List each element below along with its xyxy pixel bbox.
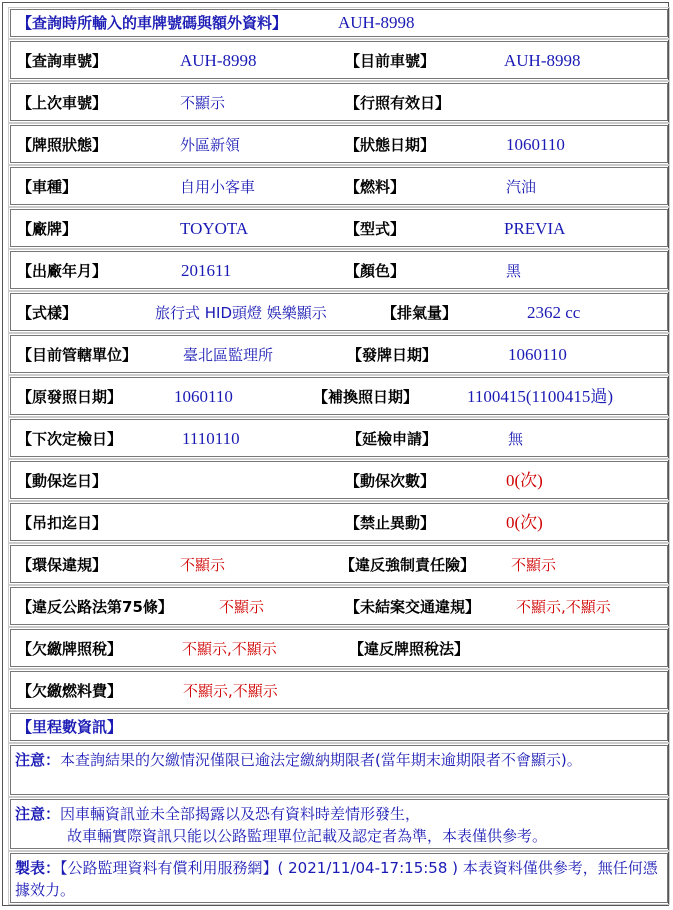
- unpaid-fuel-fee-value: 不顯示,不顯示: [183, 682, 278, 700]
- report-header: [10, 9, 668, 37]
- lien-count-label: 【動保次數】: [345, 472, 436, 490]
- highway-violation-label: 【違反公路法第75條】: [17, 598, 173, 616]
- note-2-prefix: 注意：: [15, 805, 61, 823]
- issue-date-label: 【發牌日期】: [347, 346, 438, 364]
- style-label: 【式樣】: [17, 304, 78, 322]
- unpaid-tax-label: 【欠繳牌照稅】: [17, 640, 123, 658]
- style-value: 旅行式 HID頭燈 娛樂顯示: [155, 304, 327, 322]
- next-inspection-label: 【下次定檢日】: [17, 430, 123, 448]
- env-violation-label: 【環保違規】: [17, 556, 108, 574]
- transfer-ban-value: 0(次): [506, 513, 543, 532]
- row-previous-plate: [10, 83, 668, 121]
- color-value: 黑: [506, 262, 522, 280]
- row-office: [10, 335, 668, 373]
- query-plate-value: AUH-8998: [180, 51, 257, 70]
- plate-status-label: 【牌照狀態】: [17, 136, 108, 154]
- footer-text: [15, 857, 663, 901]
- highway-violation-value: 不顯示: [219, 598, 265, 616]
- vehicle-type-value: 自用小客車: [180, 178, 256, 196]
- insurance-violation-label: 【違反強制責任險】: [340, 556, 476, 574]
- row-brand: [10, 209, 668, 247]
- tax-law-violation-label: 【違反牌照稅法】: [349, 640, 470, 658]
- model-label: 【型式】: [345, 220, 406, 238]
- row-manufacture: [10, 251, 668, 289]
- note-2-text: [15, 803, 663, 847]
- unpaid-tax-value: 不顯示,不顯示: [182, 640, 277, 658]
- fuel-value: 汽油: [506, 178, 537, 196]
- status-date-value: 1060110: [506, 135, 565, 154]
- note-2-line-1: 因車輛資訊並未全部揭露以及恐有資料時差情形發生，: [60, 805, 421, 823]
- displacement-label: 【排氣量】: [382, 304, 458, 322]
- lien-until-label: 【動保迄日】: [17, 472, 108, 490]
- transfer-ban-label: 【禁止異動】: [345, 514, 436, 532]
- brand-value: TOYOTA: [180, 219, 249, 238]
- row-env-violation: [10, 545, 668, 583]
- office-value: 臺北區監理所: [183, 346, 274, 364]
- current-plate-label: 【目前車號】: [345, 52, 436, 70]
- traffic-violation-value: 不顯示,不顯示: [516, 598, 611, 616]
- office-label: 【目前管轄單位】: [17, 346, 138, 364]
- report-title: 【查詢時所輸入的車牌號碼與額外資料】: [17, 14, 288, 32]
- report-footer: [10, 853, 668, 903]
- row-plates: [10, 41, 668, 79]
- note-2-line-2: 故車輛實際資訊只能以公路監理單位記載及認定者為準，本表僅供參考。: [67, 827, 548, 845]
- original-issue-value: 1060110: [174, 387, 233, 406]
- row-unpaid-tax: [10, 629, 668, 667]
- row-plate-status: [10, 125, 668, 163]
- reissue-label: 【補換照日期】: [313, 388, 419, 406]
- row-original-issue: [10, 377, 668, 415]
- row-style: [10, 293, 668, 331]
- suspend-until-label: 【吊扣迄日】: [17, 514, 108, 532]
- fuel-label: 【燃料】: [345, 178, 406, 196]
- previous-plate-label: 【上次車號】: [17, 94, 108, 112]
- footer-body: 【公路監理資料有償利用服務網】( 2021/11/04-17:15:58 ) 本表資料僅供參考，無任何憑據效力。: [15, 859, 658, 899]
- current-plate-value: AUH-8998: [504, 51, 581, 70]
- color-label: 【顏色】: [345, 262, 406, 280]
- row-unpaid-fuel-fee: [10, 671, 668, 709]
- lien-count-value: 0(次): [506, 471, 543, 490]
- manufacture-label: 【出廠年月】: [17, 262, 108, 280]
- manufacture-value: 201611: [181, 261, 232, 280]
- row-next-inspection: [10, 419, 668, 457]
- mileage-section: [10, 713, 668, 741]
- insurance-violation-value: 不顯示: [511, 556, 557, 574]
- note-1-text: [15, 749, 663, 771]
- env-violation-value: 不顯示: [180, 556, 226, 574]
- query-plate-label: 【查詢車號】: [17, 52, 108, 70]
- mileage-title: 【里程數資訊】: [17, 718, 123, 736]
- model-value: PREVIA: [504, 219, 566, 238]
- extension-label: 【延檢申請】: [347, 430, 438, 448]
- vehicle-type-label: 【車種】: [17, 178, 78, 196]
- note-1-body: 本查詢結果的欠繳情況僅限已逾法定繳納期限者(當年期末逾期限者不會顯示)。: [60, 751, 582, 769]
- row-suspend: [10, 503, 668, 541]
- issue-date-value: 1060110: [508, 345, 567, 364]
- note-1: [10, 745, 668, 795]
- row-highway-violation: [10, 587, 668, 625]
- previous-plate-value: 不顯示: [180, 94, 226, 112]
- original-issue-label: 【原發照日期】: [17, 388, 123, 406]
- unpaid-fuel-fee-label: 【欠繳燃料費】: [17, 682, 123, 700]
- license-expiry-label: 【行照有效日】: [345, 94, 451, 112]
- vehicle-report: [2, 2, 669, 906]
- reissue-value: 1100415(1100415過): [467, 387, 614, 406]
- status-date-label: 【狀態日期】: [345, 136, 436, 154]
- traffic-violation-label: 【未結案交通違規】: [345, 598, 481, 616]
- row-lien: [10, 461, 668, 499]
- brand-label: 【廠牌】: [17, 220, 78, 238]
- row-vehicle-type: [10, 167, 668, 205]
- extension-value: 無: [508, 430, 524, 448]
- plate-status-value: 外區新領: [180, 136, 241, 154]
- footer-prefix: 製表：: [15, 859, 61, 877]
- note-1-prefix: 注意：: [15, 751, 61, 769]
- report-plate: AUH-8998: [338, 13, 415, 32]
- displacement-value: 2362 cc: [527, 303, 581, 322]
- next-inspection-value: 1110110: [182, 429, 240, 448]
- note-2: [10, 799, 668, 849]
